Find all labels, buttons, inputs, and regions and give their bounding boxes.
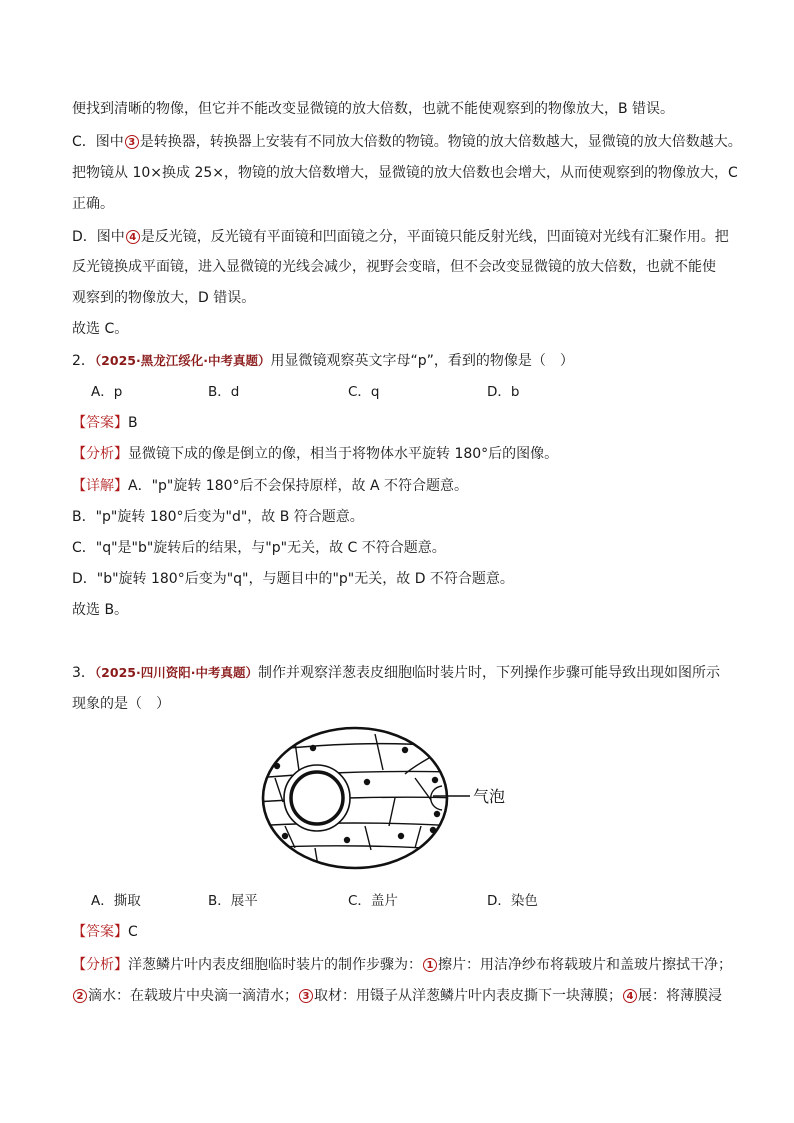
- circled-number-4: 4: [623, 989, 637, 1003]
- question-source: （2025·黑龙江绥化·中考真题）: [94, 353, 271, 368]
- analysis-tag: 【分析】: [72, 957, 128, 973]
- question-number: 3．: [72, 665, 95, 681]
- detail-d: D．"b"旋转 180°后变为"q"，与题目中的"p"无关，故 D 不符合题意。: [72, 571, 514, 587]
- explanation-d: [72, 227, 729, 247]
- answer-value: C: [128, 924, 138, 940]
- conclusion: 故选 B。: [72, 602, 129, 618]
- option-c: C．q: [348, 384, 380, 400]
- circled-number-1: 1: [423, 958, 437, 972]
- analysis-step-1: 擦片：用洁净纱布将载玻片和盖玻片擦拭干净；: [438, 957, 732, 973]
- circled-number-2: 2: [73, 989, 87, 1003]
- answer-value: B: [128, 415, 138, 431]
- question-text: 制作并观察洋葱表皮细胞临时装片时，下列操作步骤可能导致出现如图所示: [257, 665, 720, 681]
- option-d: D．染色: [487, 893, 538, 909]
- option-b: B．d: [208, 384, 240, 400]
- bubble-label: 气泡: [473, 787, 506, 806]
- answer-tag: 【答案】: [72, 415, 128, 431]
- explanation-c: [72, 132, 742, 152]
- analysis-step-3: 取材：用镊子从洋葱鳞片叶内表皮撕下一块薄膜；: [314, 988, 622, 1004]
- explanation-line: 把物镜从 10×换成 25×，物镜的放大倍数增大，显微镜的放大倍数也会增大，从而使观察到的物像放大，C: [72, 165, 738, 181]
- explanation-line: 反光镜换成平面镜，进入显微镜的光线会减少，视野会变暗，但不会改变显微镜的放大倍数，也就不能使: [72, 259, 716, 275]
- analysis-step-2: 滴水：在载玻片中央滴一滴清水；: [88, 988, 298, 1004]
- question-number: 2．: [72, 353, 95, 369]
- option-a: A．p: [91, 384, 123, 400]
- analysis-line: [72, 955, 732, 975]
- circled-number-3: 3: [299, 989, 313, 1003]
- analysis-tag: 【分析】: [72, 446, 128, 462]
- option-d: D．b: [487, 384, 520, 400]
- question-3-stem: [72, 663, 720, 683]
- analysis-line-2: [72, 986, 722, 1006]
- option-c: C．盖片: [348, 893, 398, 909]
- answer-line: [72, 413, 138, 433]
- question-source: （2025·四川资阳·中考真题）: [94, 665, 258, 680]
- option-a: A．撕取: [91, 893, 141, 909]
- analysis-step-4: 展：将薄膜浸: [638, 988, 722, 1004]
- circled-number-3: 3: [125, 135, 139, 149]
- option-c-label: C．图中: [72, 134, 124, 150]
- circled-number-4: 4: [126, 230, 140, 244]
- explanation-line: 观察到的物像放大，D 错误。: [72, 290, 256, 306]
- answer-line: [72, 922, 138, 942]
- question-text: 用显微镜观察英文字母“p”，看到的物像是（ ）: [270, 353, 574, 369]
- detail-c: C．"q"是"b"旋转后的结果，与"p"无关，故 C 不符合题意。: [72, 540, 446, 556]
- onion-cells-figure: [255, 722, 555, 872]
- detail-a: A．"p"旋转 180°后不会保持原样，故 A 不符合题意。: [128, 478, 468, 494]
- explanation-c-text: 是转换器，转换器上安装有不同放大倍数的物镜。物镜的放大倍数越大，显微镜的放大倍数越大。: [139, 134, 742, 150]
- conclusion: 故选 C。: [72, 321, 129, 337]
- analysis-text: 显微镜下成的像是倒立的像，相当于将物体水平旋转 180°后的图像。: [128, 446, 559, 462]
- detail-tag: 【详解】: [72, 478, 128, 494]
- explanation-line: 正确。: [72, 196, 114, 212]
- answer-tag: 【答案】: [72, 924, 128, 940]
- analysis-text: 洋葱鳞片叶内表皮细胞临时装片的制作步骤为：: [128, 957, 422, 973]
- explanation-d-text: 是反光镜，反光镜有平面镜和凹面镜之分，平面镜只能反射光线，凹面镜对光线有汇聚作用。把: [140, 229, 729, 245]
- detail-b: B．"p"旋转 180°后变为"d"，故 B 符合题意。: [72, 509, 364, 525]
- question-2-stem: [72, 351, 574, 371]
- detail-line: [72, 476, 468, 496]
- air-bubble: [284, 765, 350, 831]
- option-d-label: D．图中: [72, 229, 125, 245]
- question-3-stem-cont: 现象的是（ ）: [72, 696, 170, 712]
- explanation-line: 便找到清晰的物像，但它并不能改变显微镜的放大倍数，也就不能使观察到的物像放大，B 错误。: [72, 101, 675, 117]
- option-b: B．展平: [208, 893, 258, 909]
- analysis-line: [72, 444, 558, 464]
